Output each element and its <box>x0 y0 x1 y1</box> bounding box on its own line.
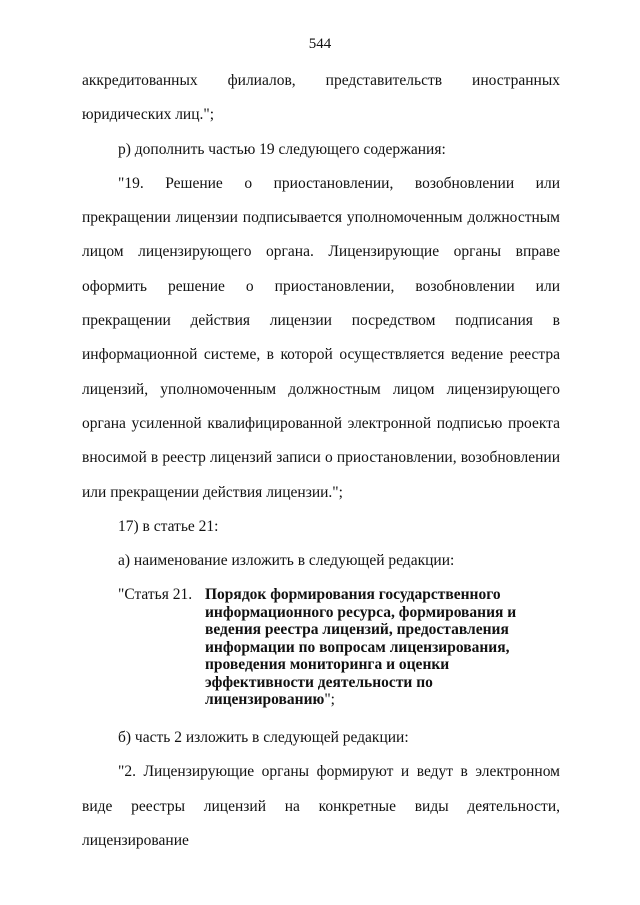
paragraph-item-r: р) дополнить частью 19 следующего содержания: <box>118 140 446 158</box>
paragraph-continuation: аккредитованных филиалов, представительств иностранных юридических лиц."; <box>82 72 560 124</box>
paragraph-part-2: "2. Лицензирующие органы формируют и ведут в электронном виде реестры лицензий на конкретные виды деятельности, лицензирование <box>82 763 560 849</box>
document-body <box>82 64 560 858</box>
paragraph-item-17: 17) в статье 21: <box>118 517 219 535</box>
paragraph-item-a: а) наименование изложить в следующей редакции: <box>118 552 455 570</box>
page-number: 544 <box>308 36 332 52</box>
article-heading <box>118 586 560 709</box>
paragraph-part-19: "19. Решение о приостановлении, возобновлении или прекращении лицензии подписывается уполномоченным должностным лицом лицензирующего органа. Лицензирующие органы вправе оформить решение о приостановлении, возобновлении или прекращении действия лицензии посредством подписания в информационной системе, в которой осуществляется ведение реестра лицензий, уполномоченным должностным лицом лицензирующего органа усиленной квалифицированной электронной подписью проекта вносимой в реестр лицензий записи о приостановлении, возобновлении или прекращении действия лицензии."; <box>82 174 560 501</box>
paragraph-item-b: б) часть 2 изложить в следующей редакции: <box>118 728 409 746</box>
article-title-tail: "; <box>324 691 335 709</box>
article-label: "Статья 21. <box>118 586 193 604</box>
article-title <box>205 586 560 709</box>
article-title-text: Порядок формирования государственного информационного ресурса, формирования и ведения реестра лицензий, предоставления информации по вопросам лицензирования, проведения мониторинга и оценки эффективности деятельности по лицензированию <box>205 586 517 709</box>
